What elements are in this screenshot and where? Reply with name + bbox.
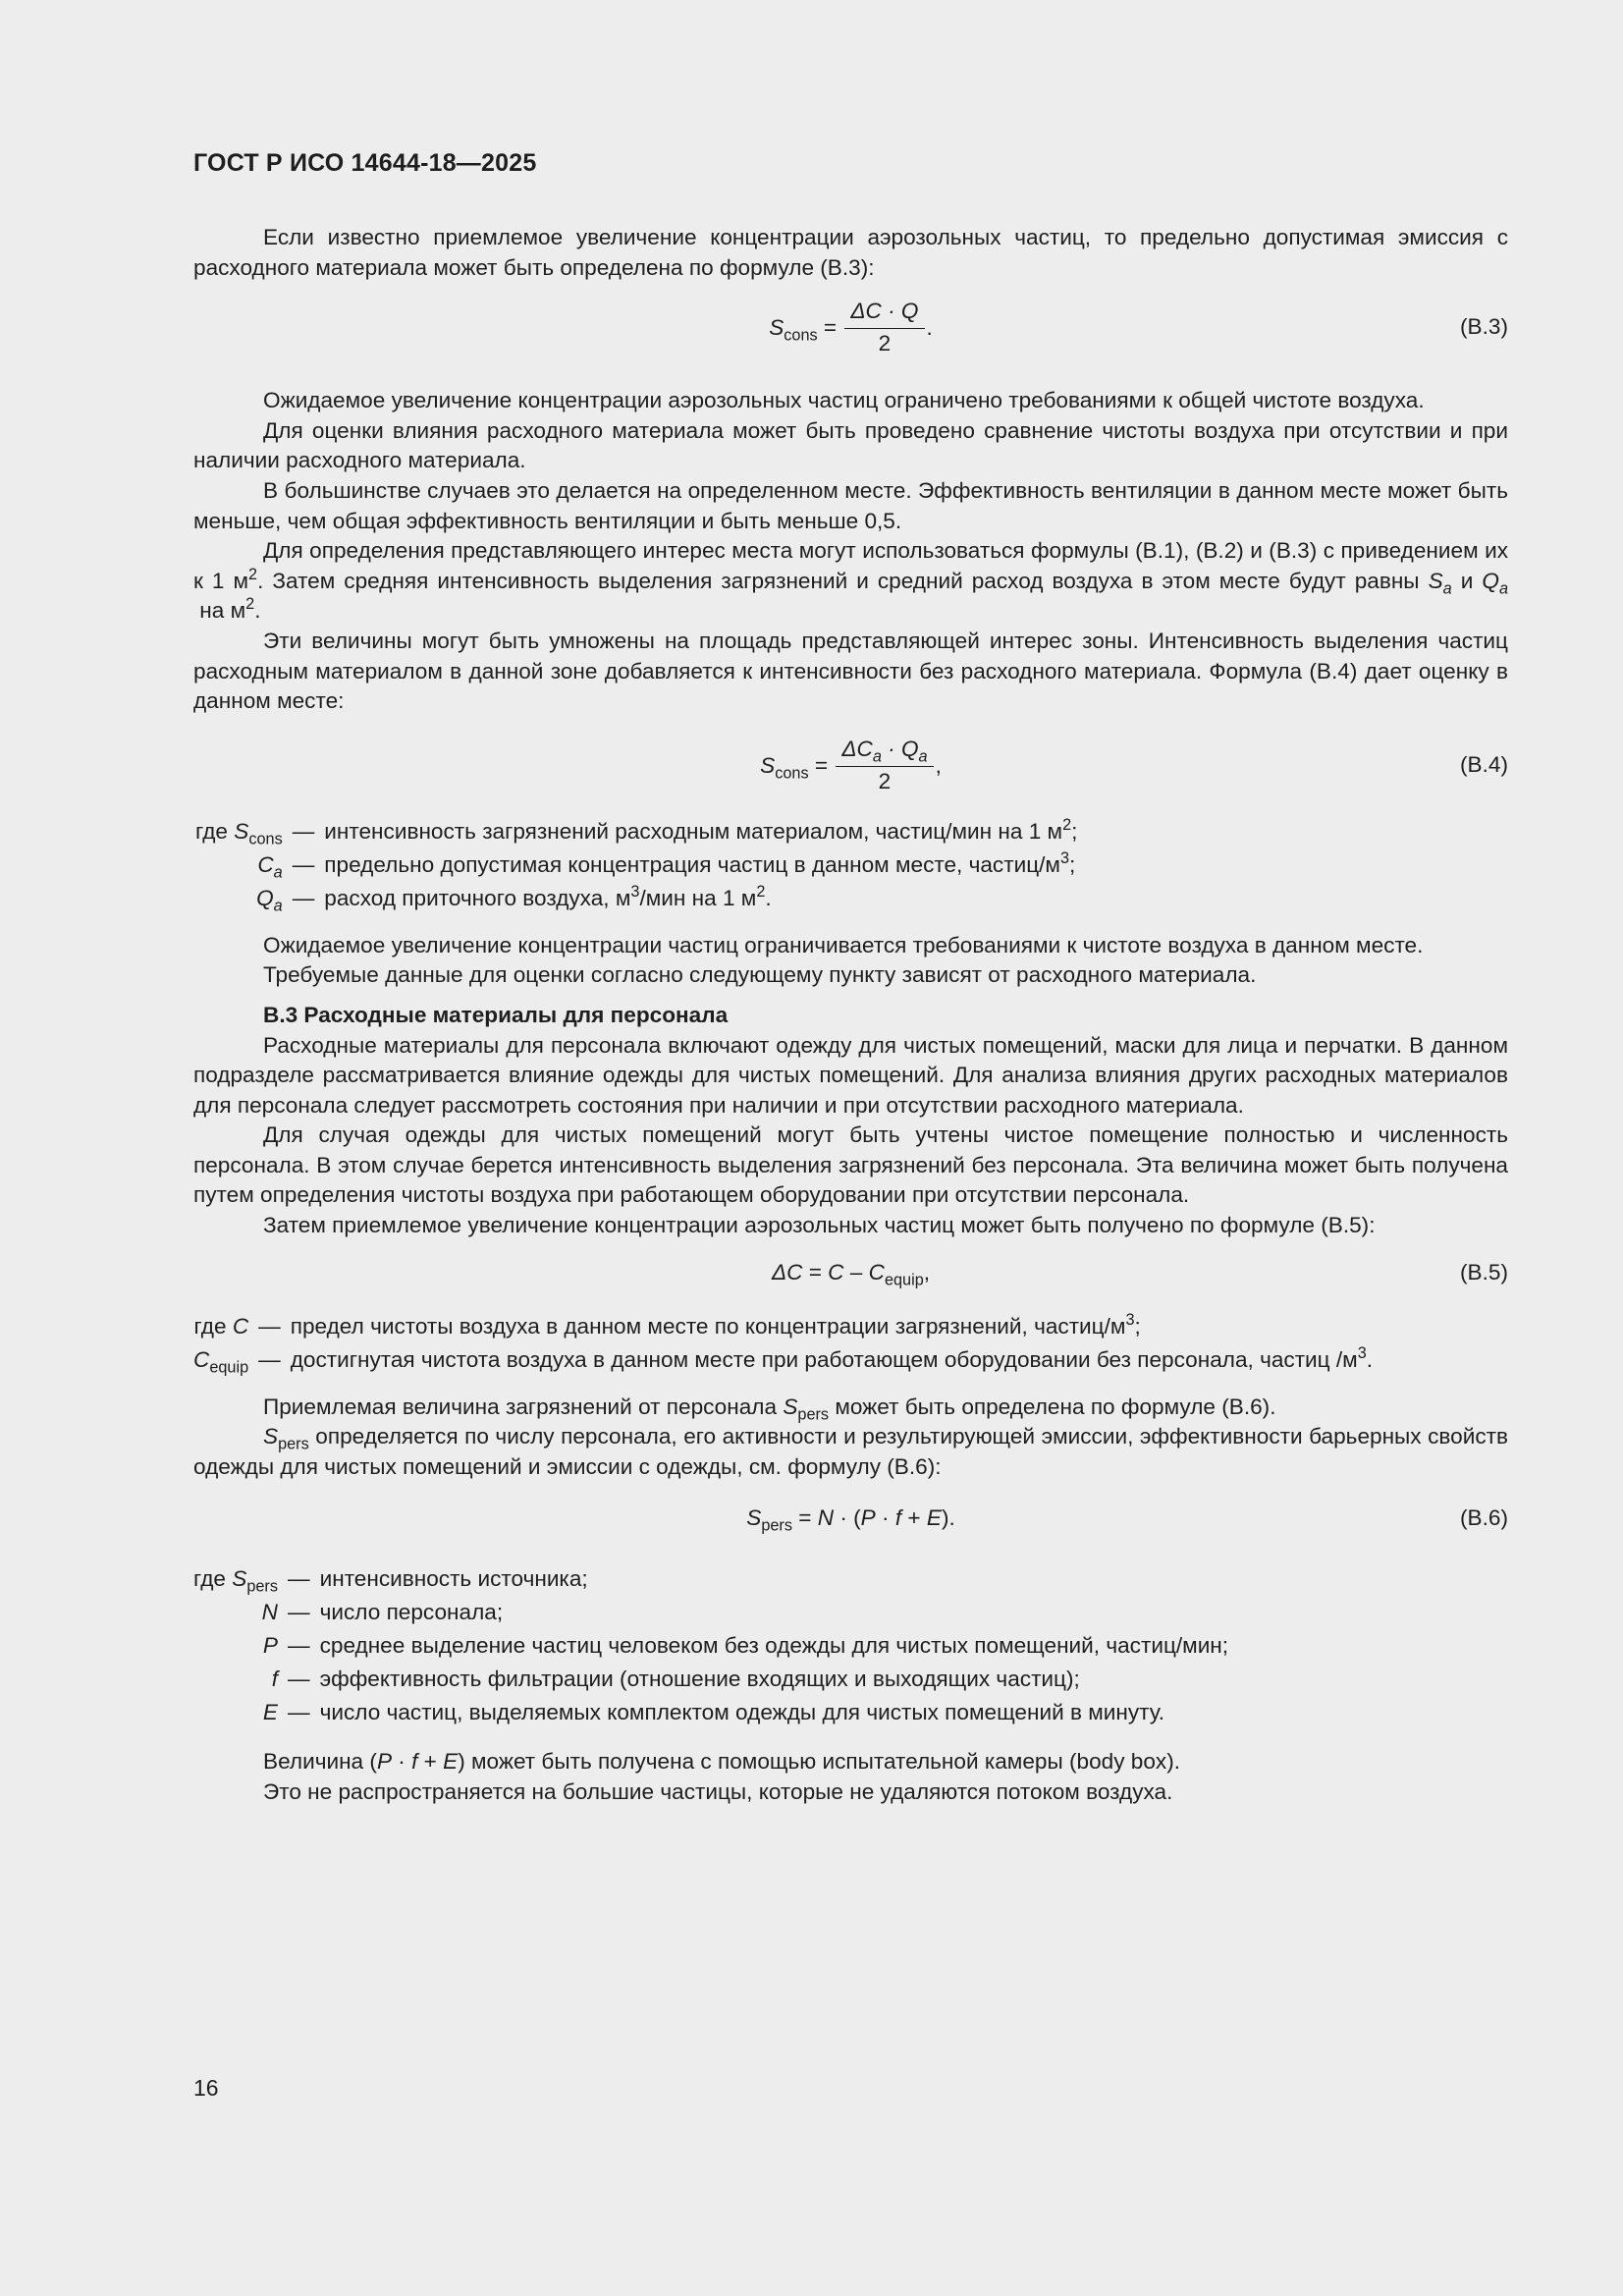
formula-b6: $S_{pers} = N \cdot (P \cdot f + E)$. (B.6) [746, 1505, 1508, 1536]
page-number: 16 [193, 2075, 219, 2101]
formula-b4: $S_{cons}$ = $\frac{\Delta C_a \cdot Q_a}{2}$ , (B.4) [193, 717, 1508, 815]
fraction [836, 736, 933, 796]
paragraph: Ожидаемое увеличение концентрации аэрозольных частиц ограничено требованиями к общей чистоте воздуха. [263, 388, 1425, 413]
paragraph: Это не распространяется на большие частицы, которые не удаляются потоком воздуха. [263, 1779, 1173, 1805]
where-list-b5 [193, 1310, 1373, 1377]
paragraph: Затем приемлемое увеличение концентрации аэрозольных частиц может быть получено по формуле (B.5): [263, 1213, 1376, 1238]
where-row: $Q_a$ — расход приточного воздуха, $м^3$/мин на 1 $м^2$. [256, 882, 772, 915]
formula-b5: $\Delta C = C - C_{equip}$, (B.5) [771, 1259, 1508, 1289]
paragraph: Расходные материалы для персонала включают одежду для чистых помещений, маски для лица и перчатки. В данном подразделе рассматривается влияние одежды для чистых помещений. Для анализа влияния других расходных материалов для персонала следует рассмотреть состояния при наличии и при отсутствии расходного материала. [193, 1032, 1508, 1118]
paragraph: Эти величины могут быть умножены на площадь представляющей интерес зоны. Интенсивность выделения частиц расходным материалом в данной зоне добавляется к интенсивности без расходного материала. Формула (B.4) дает оценку в данном месте: [193, 628, 1508, 714]
paragraph: В большинстве случаев это делается на определенном месте. Эффективность вентиляции в данном месте может быть меньше, чем общая эффективность вентиляции и быть меньше 0,5. [193, 477, 1508, 533]
where-row: где $S_{pers}$ — интенсивность источника; [193, 1566, 588, 1597]
where-row: $C_a$ — предельно допустимая концентрация частиц в данном месте, частиц/$м^3$; [257, 848, 1076, 882]
formula-number: (B.3) [1460, 314, 1508, 340]
where-row: где C — предел чистоты воздуха в данном месте по концентрации загрязнений, частиц/$м^3$; [193, 1310, 1141, 1339]
fraction-denominator: 2 [878, 331, 892, 356]
page-content [193, 223, 1508, 1808]
where-row: N — число персонала; [261, 1600, 504, 1625]
formula-var: S [769, 315, 784, 341]
where-list-b6 [193, 1562, 1228, 1729]
paragraph: Приемлемая величина загрязнений от персонала $S_{pers}$ может быть определена по формуле (B.6). [263, 1394, 1276, 1424]
paragraph: Для случая одежды для чистых помещений могут быть учтены чистое помещение полностью и численность персонала. В этом случае берется интенсивность выделения загрязнений без персонала. Эта величина может быть получена путем определения чистоты воздуха при работающем оборудовании при отсутствии персонала. [193, 1122, 1508, 1208]
where-row: P — среднее выделение частиц человеком без одежды для чистых помещений, частиц/мин; [262, 1633, 1229, 1659]
fraction-denominator: 2 [878, 768, 892, 793]
document-header: ГОСТ Р ИСО 14644-18—2025 [193, 149, 537, 177]
section-heading: В.3 Расходные материалы для персонала [263, 1002, 729, 1027]
formula-number: (B.5) [1460, 1259, 1508, 1285]
fraction-numerator: $\Delta C_a \cdot Q_a$ [836, 736, 933, 767]
paragraph: Для оценки влияния расходного материала может быть проведено сравнение чистоты воздуха при отсутствии и при наличии расходного материала. [193, 417, 1508, 473]
fraction [844, 298, 924, 358]
formula-number: (B.6) [1460, 1505, 1508, 1531]
formula-number: (B.4) [1460, 751, 1508, 777]
where-row: E — число частиц, выделяемых комплектом одежды для чистых помещений в минуту. [262, 1700, 1165, 1725]
paragraph: Требуемые данные для оценки согласно следующему пункту зависят от расходного материала. [263, 962, 1257, 988]
where-row: где $S_{cons}$ — интенсивность загрязнений расходным материалом, частиц/мин на 1 $м^2$; [195, 815, 1078, 848]
formula-b3: $S_{cons}$ = $\frac{\Delta C \cdot Q}{2}$ . (B.3) [193, 283, 1508, 373]
where-row: f — эффективность фильтрации (отношение входящих и выходящих частиц); [271, 1667, 1080, 1692]
paragraph: $S_{pers}$ определяется по числу персонала, его активности и результирующей эмиссии, эффективности барьерных свойств одежды для чистых помещений и эмиссии с одежды, см. формулу (B.6): [193, 1424, 1508, 1479]
where-list-b4 [195, 815, 1077, 915]
paragraph: Величина (P · f + E) может быть получена с помощью испытательной камеры (body box). [263, 1749, 1181, 1775]
where-row: $C_{equip}$ — достигнутая чистота воздуха в данном месте при работающем оборудовании без персонала, частиц $/м^3$. [193, 1343, 1374, 1377]
fraction-numerator: ΔC · Q [844, 298, 924, 329]
paragraph: Для определения представляющего интерес места могут использоваться формулы (B.1), (B.2) и (B.3) с приведением их к 1 $м^2$. Затем средняя интенсивность выделения загрязнений и средний расход воздуха в этом месте будут равны $S_a$ и $Q_a$ на $м^2$. [193, 538, 1508, 624]
paragraph: Если известно приемлемое увеличение концентрации аэрозольных частиц, то предельно допустимая эмиссия с расходного материала может быть определена по формуле (B.3): [193, 225, 1508, 280]
paragraph: Ожидаемое увеличение концентрации частиц ограничивается требованиями к чистоте воздуха в данном месте. [263, 932, 1424, 957]
